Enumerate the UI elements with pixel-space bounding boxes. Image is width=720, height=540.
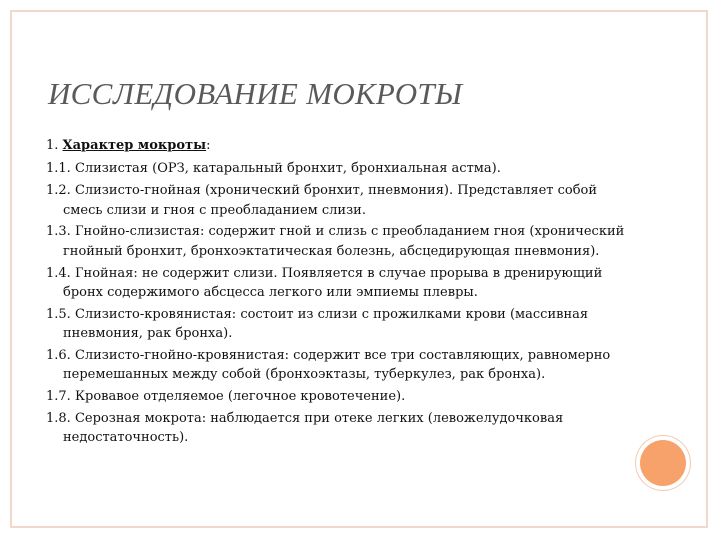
slide-content bbox=[46, 136, 626, 450]
list-item-1-4: 1.4. Гнойная: не содержит слизи. Появляется в случае прорыва в дренирующий бронх содержимого абсцесса легкого или эмпиемы плевры. bbox=[46, 265, 603, 301]
list-item-1-8: 1.8. Серозная мокрота: наблюдается при отеке легких (левожелудочковая недостаточность). bbox=[46, 411, 564, 446]
list-item-1-5: 1.5. Слизисто-кровянистая: состоит из слизи с прожилками крови (массивная пневмония, рак бронха). bbox=[46, 306, 589, 342]
list-item-1-3: 1.3. Гнойно-слизистая: содержит гной и слизь с преобладанием гноя (хронический гнойный бронхит, бронхоэктатическая болезнь, абсцедирующая пневмония). bbox=[46, 224, 625, 259]
heading-number: 1. bbox=[46, 138, 59, 153]
list-item-1-6: 1.6. Слизисто-гнойно-кровянистая: содержит все три составляющих, равномерно перемешанных между собой (бронхоэктазы, туберкулез, рак бронха). bbox=[46, 348, 611, 383]
list-item-1-2: 1.2. Слизисто-гнойная (хронический бронхит, пневмония). Представляет собой смесь слизи и гноя с преобладанием слизи. bbox=[46, 183, 598, 218]
heading-colon: : bbox=[206, 138, 211, 153]
slide-title: ИССЛЕДОВАНИЕ МОКРОТЫ bbox=[48, 76, 463, 111]
heading-label: Характер мокроты bbox=[62, 138, 207, 153]
section-heading bbox=[46, 136, 626, 155]
decorative-circle bbox=[640, 440, 686, 486]
list-item-1-7: 1.7. Кровавое отделяемое (легочное кровотечение). bbox=[46, 389, 406, 405]
list-item-1-1: 1.1. Слизистая (ОРЗ, катаральный бронхит, бронхиальная астма). bbox=[46, 161, 501, 177]
